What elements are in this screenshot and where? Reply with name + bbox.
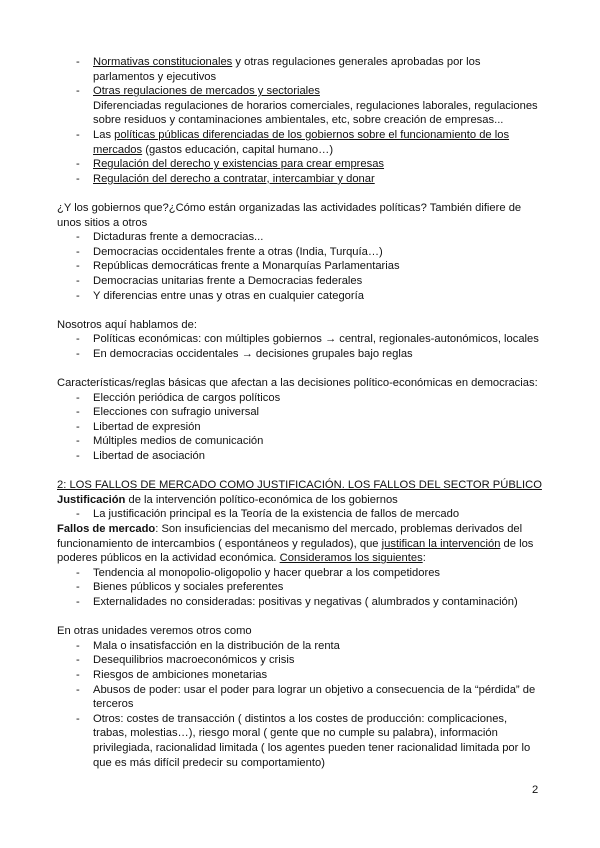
list-item: - Políticas económicas: con múltiples gobiernos → central, regionales-autonómicos, locales [57, 332, 543, 347]
list-item: - Regulación del derecho y existencias para crear empresas [57, 157, 543, 172]
list-item: - Democracias unitarias frente a Democracias federales [57, 274, 543, 289]
list-item: - La justificación principal es la Teoría de la existencia de fallos de mercado [57, 507, 543, 522]
list-item: - Bienes públicos y sociales preferentes [57, 580, 543, 595]
list-item: - Riesgos de ambiciones monetarias [57, 668, 543, 683]
list-item: - Múltiples medios de comunicación [57, 434, 543, 449]
list-item: - Regulación del derecho a contratar, intercambiar y donar [57, 172, 543, 187]
page-content [57, 55, 543, 770]
list-item: - Desequilibrios macroeconómicos y crisis [57, 653, 543, 668]
page-number: 2 [532, 784, 539, 796]
list-item: - Democracias occidentales frente a otras (India, Turquía…) [57, 245, 543, 260]
paragraph: ¿Y los gobiernos que?¿Cómo están organizadas las actividades políticas? También difiere de unos sitios a otros [57, 201, 522, 229]
paragraph: Justificación de la intervención político-económica de los gobiernos [57, 493, 398, 506]
list-item: - Tendencia al monopolio-oligopolio y hacer quebrar a los competidores [57, 566, 543, 581]
list-item: - Abusos de poder: usar el poder para lograr un objetivo a consecuencia de la “pérdida” de terceros [57, 683, 543, 712]
list-item: - Externalidades no consideradas: positivas y negativas ( alumbrados y contaminación) [57, 595, 543, 610]
other-failures-list [57, 639, 543, 770]
list-item: - Y diferencias entre unas y otras en cualquier categoría [57, 289, 543, 304]
government-types-list [57, 230, 543, 303]
section-heading: 2: LOS FALLOS DE MERCADO COMO JUSTIFICACIÓN. LOS FALLOS DEL SECTOR PÚBLICO [57, 479, 542, 492]
list-item: - Repúblicas democráticas frente a Monarquías Parlamentarias [57, 259, 543, 274]
justification-list [57, 507, 543, 522]
list-item: - Elección periódica de cargos políticos [57, 391, 543, 406]
list-item: - Libertad de expresión [57, 420, 543, 435]
list-item: - Otras regulaciones de mercados y sectoriales Diferenciadas regulaciones de horarios comerciales, regulaciones laborales, regulaciones sobre residuos y contaminaciones ambientales, etc, sobre creación de empresas... [57, 84, 543, 128]
paragraph: En otras unidades veremos otros como [57, 625, 252, 638]
list-item: - En democracias occidentales → decisiones grupales bajo reglas [57, 347, 543, 362]
democracy-rules-list [57, 391, 543, 464]
scope-list [57, 332, 543, 361]
market-failures-list [57, 566, 543, 610]
paragraph: Nosotros aquí hablamos de: [57, 318, 197, 331]
list-item: - Las políticas públicas diferenciadas de los gobiernos sobre el funcionamiento de los mercados (gastos educación, capital humano…) [57, 128, 543, 157]
list-item: - Elecciones con sufragio universal [57, 405, 543, 420]
paragraph: Fallos de mercado: Son insuficiencias del mecanismo del mercado, problemas derivados del funcionamiento de intercambios ( espontáneos y regulados), que justifican la intervención de los poderes públicos en la actividad económica. Consideramos los siguientes: [57, 523, 534, 565]
list-item: - Libertad de asociación [57, 449, 543, 464]
regulations-list [57, 55, 543, 186]
list-item: - Dictaduras frente a democracias... [57, 230, 543, 245]
list-item: - Normativas constitucionales y otras regulaciones generales aprobadas por los parlamentos y ejecutivos [57, 55, 543, 84]
list-item: - Mala o insatisfacción en la distribución de la renta [57, 639, 543, 654]
paragraph: Características/reglas básicas que afectan a las decisiones político-económicas en democracias: [57, 377, 538, 390]
list-item: - Otros: costes de transacción ( distintos a los costes de producción: complicaciones, trabas, molestias…), riesgo moral ( gente que no cumple su palabra), información privilegiada, racionalidad limitada ( los agentes pueden tener racionalidad limitada por lo que es más difícil predecir su comportamiento) [57, 712, 543, 770]
